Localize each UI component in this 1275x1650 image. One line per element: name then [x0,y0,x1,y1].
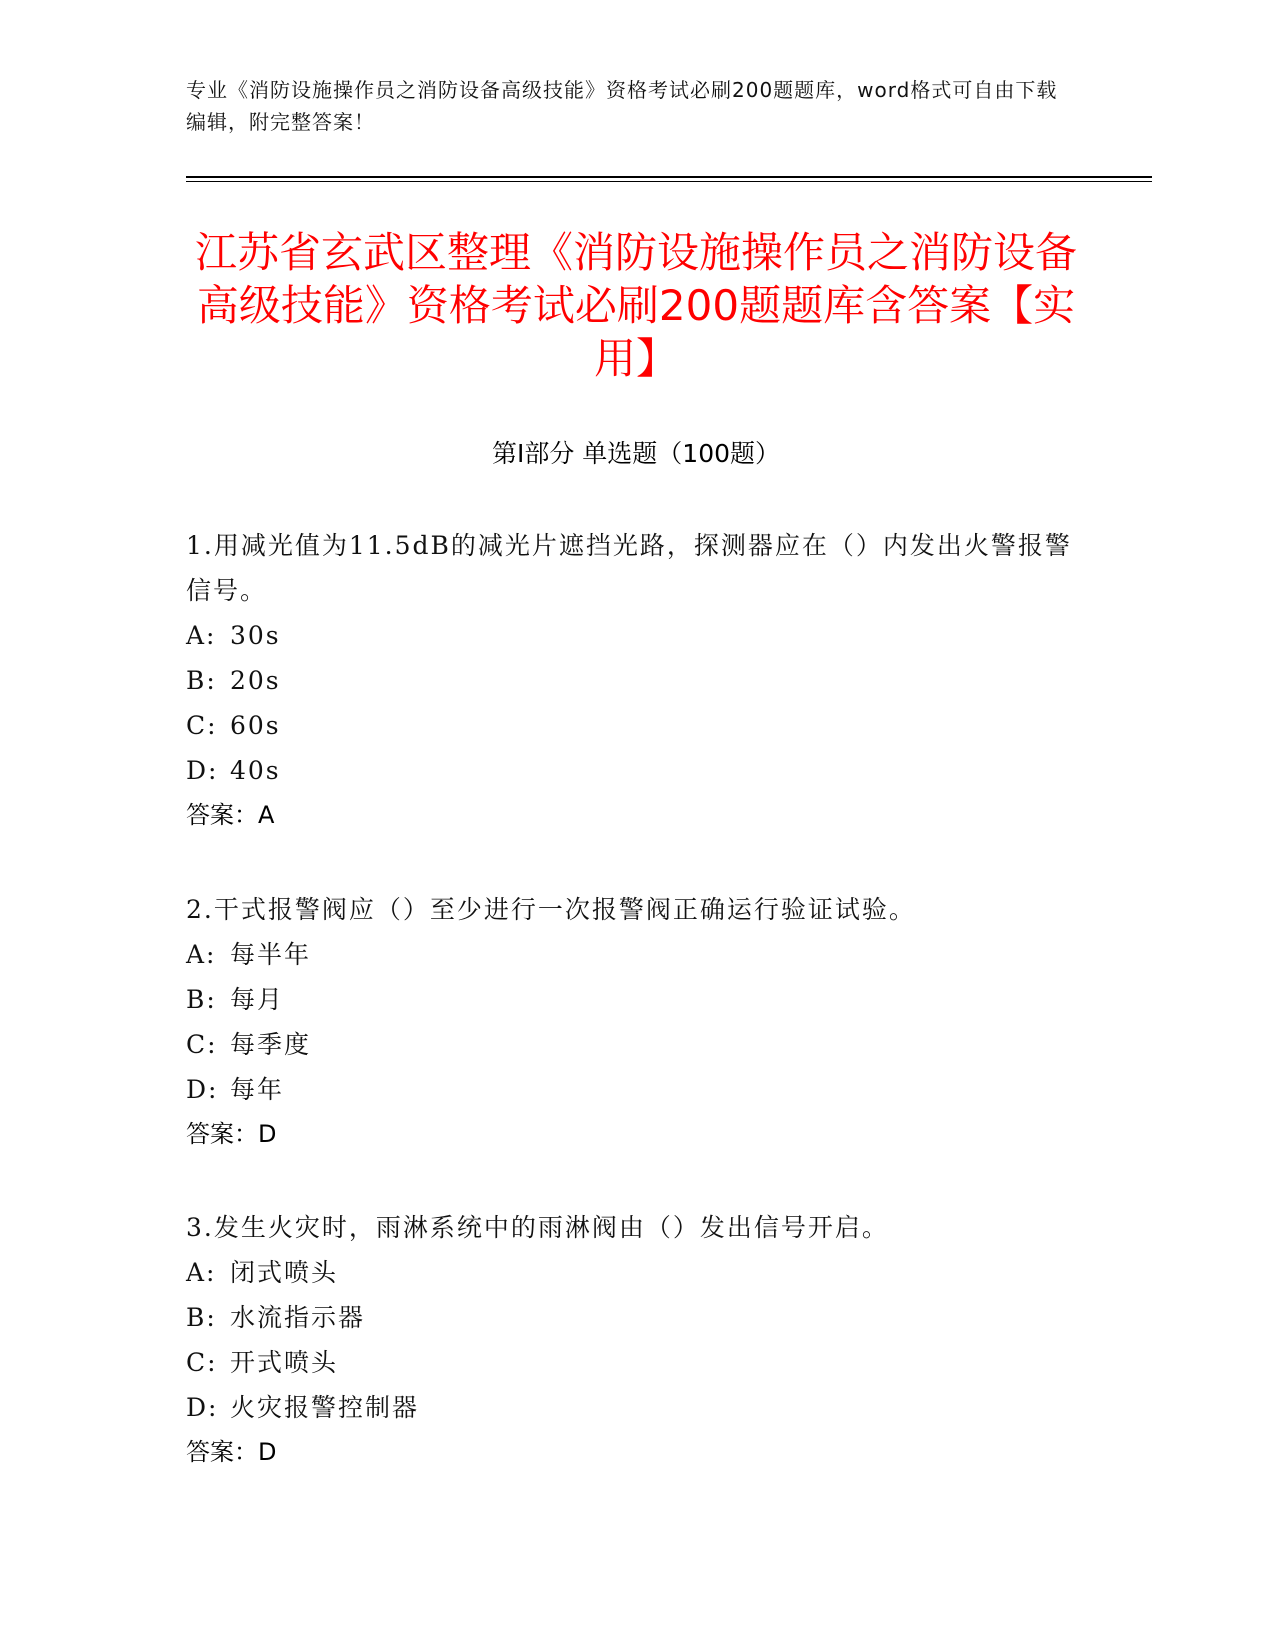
answer-line: 答案：A [186,801,275,829]
header-divider-thin [186,181,1152,182]
question-block [186,523,1086,838]
option-text: 每月 [230,985,285,1014]
header-note: 专业《消防设施操作员之消防设备高级技能》资格考试必刷200题题库，word格式可自由下载编辑，附完整答案！ [186,78,1058,134]
option-letter: A: [186,1258,217,1287]
option-text: 每季度 [230,1030,312,1059]
option-text: 30s [230,621,281,650]
option-letter: D: [186,756,219,785]
option-letter: B: [186,985,217,1014]
option-text: 每年 [230,1075,285,1104]
option-text: 每半年 [230,940,312,969]
option-b [186,658,1086,703]
option-text: 40s [230,756,281,785]
option-text: 60s [230,711,281,740]
option-letter: A: [186,940,217,969]
option-letter: C: [186,1348,218,1377]
question-stem: 3.发生火灾时，雨淋系统中的雨淋阀由（）发出信号开启。 [186,1213,889,1242]
option-c [186,703,1086,748]
option-letter: C: [186,711,218,740]
option-text: 水流指示器 [230,1303,366,1332]
option-a [186,613,1086,658]
option-text: 20s [230,666,281,695]
option-b [186,1295,1086,1340]
question-stem: 2.干式报警阀应（）至少进行一次报警阀正确运行验证试验。 [186,895,916,924]
option-d [186,1385,1086,1430]
option-letter: B: [186,666,217,695]
answer-line: 答案：D [186,1120,277,1148]
option-b [186,977,1086,1022]
document-title: 江苏省玄武区整理《消防设施操作员之消防设备高级技能》资格考试必刷200题题库含答案【实用】 [194,228,1077,383]
question-stem: 1.用减光值为11.5dB的减光片遮挡光路，探测器应在（）内发出火警报警信号。 [186,531,1072,605]
option-a [186,1250,1086,1295]
option-text: 火灾报警控制器 [230,1393,420,1422]
option-letter: C: [186,1030,218,1059]
option-letter: B: [186,1303,217,1332]
option-d [186,748,1086,793]
option-a [186,932,1086,977]
option-letter: D: [186,1075,219,1104]
question-block [186,887,1086,1157]
option-c [186,1340,1086,1385]
answer-line: 答案：D [186,1438,277,1466]
option-c [186,1022,1086,1067]
question-block [186,1205,1086,1475]
option-text: 开式喷头 [230,1348,339,1377]
option-letter: A: [186,621,217,650]
option-d [186,1067,1086,1112]
section-title: 第Ⅰ部分 单选题（100题） [491,439,781,468]
option-text: 闭式喷头 [230,1258,339,1287]
option-letter: D: [186,1393,219,1422]
header-divider-thick [186,176,1152,178]
